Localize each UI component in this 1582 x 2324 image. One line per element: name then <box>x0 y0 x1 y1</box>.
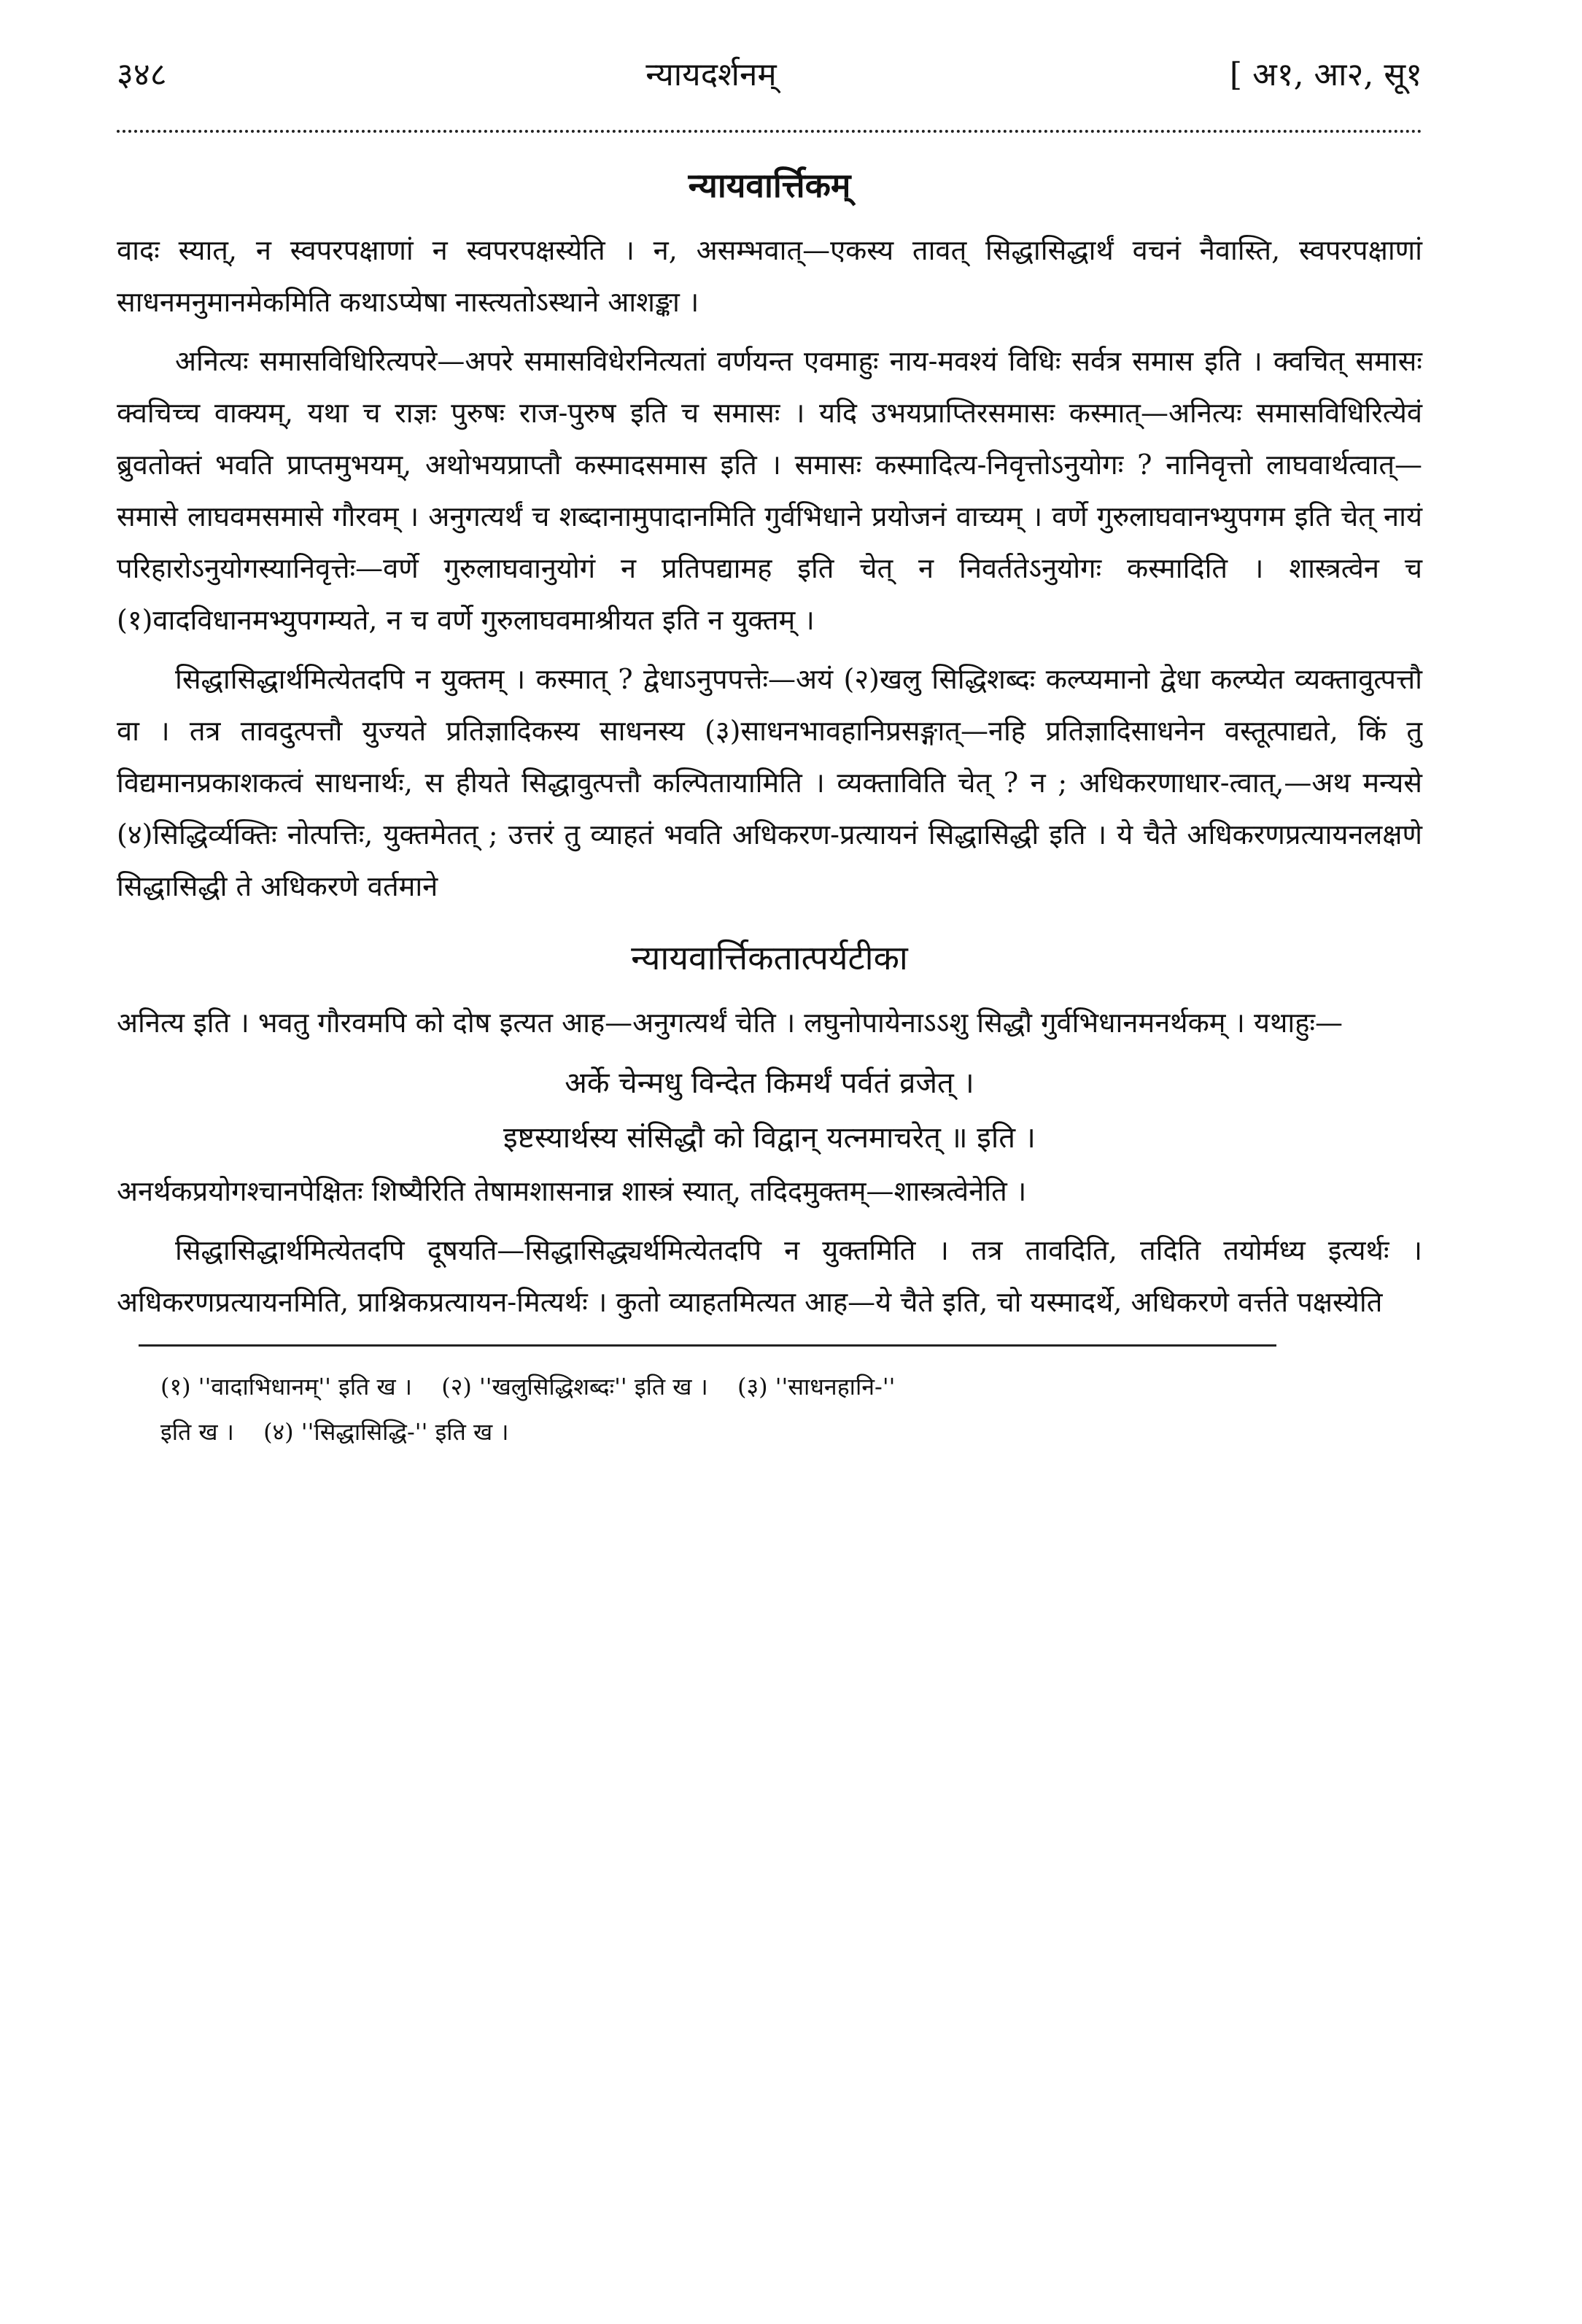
footnote: (४) ''सिद्धासिद्धि-'' इति ख । <box>263 1418 509 1446</box>
section-title-vartika: न्यायवार्त्तिकम् <box>688 166 851 205</box>
footnote: इति ख । <box>160 1418 234 1446</box>
verse-line: अर्के चेन्मधु विन्देत किमर्थं पर्वतं व्रजेत् । <box>565 1066 974 1100</box>
footnote: (२) ''खलुसिद्धिशब्दः'' इति ख । <box>441 1373 708 1401</box>
footnote: (३) ''साधनहानि-'' <box>737 1373 896 1401</box>
section-reference: [ अ१, आ२, सू१ <box>1229 56 1422 93</box>
page-header <box>117 51 1422 109</box>
section-title-tika: न्यायवार्त्तिकतात्पर्यटीका <box>631 938 908 977</box>
paragraph: अनित्य इति । भवतु गौरवमपि को दोष इत्यत आह—अनुगत्यर्थं चेति । लघुनोपायेनाऽऽशु सिद्धौ गुर्वभिधानमनर्थकम् । यथाहुः— <box>117 1007 1343 1039</box>
paragraph: अनित्यः समासविधिरित्यपरे—अपरे समासविधेरनित्यतां वर्णयन्त एवमाहुः नाय-मवश्यं विधिः सर्वत्र समास इति । क्वचित् समासः क्वचिच्च वाक्यम्, यथा च राज्ञः पुरुषः राज-पुरुष इति च समासः । यदि उभयप्राप्तिरसमासः कस्मात्—अनित्यः समासविधिरित्येवं ब्रुवतोक्तं भवति प्राप्तमुभयम्, अथोभयप्राप्तौ कस्मादसमास इति । समासः कस्मादित्य-निवृत्तोऽनुयोगः ? नानिवृत्तो लाघवार्थत्वात्—समासे लाघवमसमासे गौरवम् । अनुगत्यर्थं च शब्दानामुपादानमिति गुर्वभिधाने प्रयोजनं वाच्यम् । वर्णे गुरुलाघवानभ्युपगम इति चेत् नायं परिहारोऽनुयोगस्यानिवृत्तेः—वर्णे गुरुलाघवानुयोगं न प्रतिपद्यामह इति चेत् न निवर्ततेऽनुयोगः कस्मादिति । शास्त्रत्वेन च (१)वादविधानमभ्युपगम्यते, न च वर्णे गुरुलाघवमाश्रीयत इति न युक्तम् । <box>117 345 1422 636</box>
paragraph: वादः स्यात्, न स्वपरपक्षाणां न स्वपरपक्षस्येति । न, असम्भवात्—एकस्य तावत् सिद्धासिद्धार्थं वचनं नैवास्ति, स्वपरपक्षाणां साधनमनुमानमेकमिति कथाऽप्येषा नास्त्यतोऽस्थाने आशङ्का । <box>117 234 1422 318</box>
verse-line: इष्टस्यार्थस्य संसिद्धौ को विद्वान् यत्नमाचरेत् ॥ इति । <box>503 1121 1036 1155</box>
header-divider <box>117 115 1422 133</box>
running-title: न्यायदर्शनम् <box>645 56 777 93</box>
footnotes <box>117 1364 1422 1455</box>
paragraph: अनर्थकप्रयोगश्चानपेक्षितः शिष्यैरिति तेषामशासनान्न शास्त्रं स्यात्, तदिदमुक्तम्—शास्त्रत्वेनेति । <box>117 1175 1027 1207</box>
page-number: ३४८ <box>117 56 167 93</box>
footnote: (१) ''वादाभिधानम्'' इति ख । <box>160 1373 413 1401</box>
page <box>117 51 1422 1455</box>
footnote-divider <box>139 1344 1276 1347</box>
paragraph: सिद्धासिद्धार्थमित्येतदपि न युक्तम् । कस्मात् ? द्वेधाऽनुपपत्तेः—अयं (२)खलु सिद्धिशब्दः कल्प्यमानो द्वेधा कल्प्येत व्यक्तावुत्पत्तौ वा । तत्र तावदुत्पत्तौ युज्यते प्रतिज्ञादिकस्य साधनस्य (३)साधनभावहानिप्रसङ्गात्—नहि प्रतिज्ञादिसाधनेन वस्तूत्पाद्यते, किं तु विद्यमानप्रकाशकत्वं साधनार्थः, स हीयते सिद्धावुत्पत्तौ कल्पितायामिति । व्यक्ताविति चेत् ? न ; अधिकरणाधार-त्वात्,—अथ मन्यसे (४)सिद्धिर्व्यक्तिः नोत्पत्तिः, युक्तमेतत् ; उत्तरं तु व्याहतं भवति अधिकरण-प्रत्यायनं सिद्धासिद्धी इति । ये चैते अधिकरणप्रत्यायनलक्षणे सिद्धासिद्धी ते अधिकरणे वर्तमाने <box>117 663 1422 902</box>
paragraph: सिद्धासिद्धार्थमित्येतदपि दूषयति—सिद्धासिद्ध्यर्थमित्येतदपि न युक्तमिति । तत्र तावदिति, तदिति तयोर्मध्य इत्यर्थः । अधिकरणप्रत्यायनमिति, प्राश्निकप्रत्यायन-मित्यर्थः । कुतो व्याहतमित्यत आह—ये चैते इति, चो यस्मादर्थे, अधिकरणे वर्त्तते पक्षस्येति <box>117 1234 1422 1318</box>
